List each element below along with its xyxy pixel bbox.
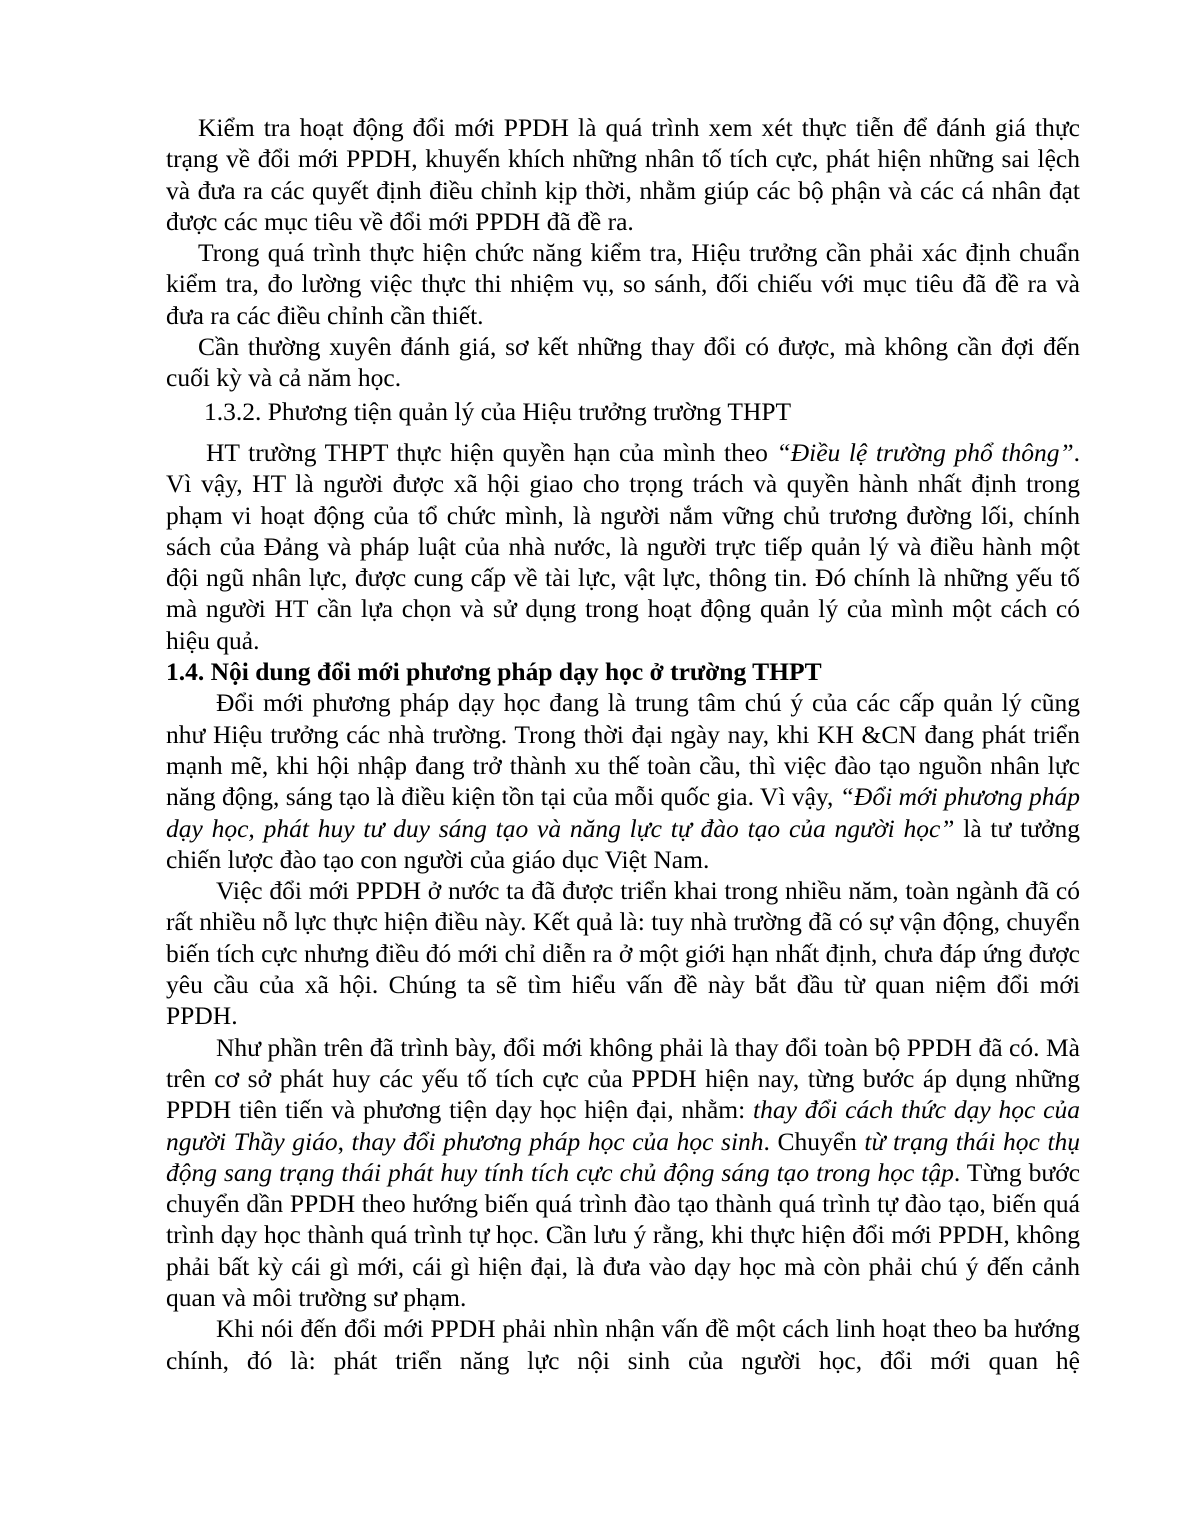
paragraph-nhu-phan-tren-italic-3: từ trạng thái học thụ động sang trạng thái phát huy tính tích cực chủ động sáng tạo trong học tập (166, 1126, 1081, 1187)
paragraph-doi-moi (166, 687, 1080, 875)
paragraph-danh-gia: Cần thường xuyên đánh giá, sơ kết những thay đổi có được, mà không cần đợi đến cuối kỳ và cả năm học. (166, 332, 1080, 393)
paragraph-kiem-tra: Kiểm tra hoạt động đổi mới PPDH là quá trình xem xét thực tiễn để đánh giá thực trạng về đổi mới PPDH, khuyến khích những nhân tố tích cực, phát hiện những sai lệch và đưa ra các quyết định điều chỉnh kịp thời, nhằm giúp các bộ phận và các cá nhân đạt được các mục tiêu về đổi mới PPDH đã đề ra. (166, 113, 1080, 236)
paragraph-nhu-phan-tren-text-b: , (337, 1126, 352, 1156)
paragraph-viec-doi-moi: Việc đổi mới PPDH ở nước ta đã được triển khai trong nhiều năm, toàn ngành đã có rất nhiều nỗ lực thực hiện điều này. Kết quả là: tuy nhà trường đã có sự vận động, chuyển biến tích cực nhưng điều đó mới chỉ diễn ra ở một giới hạn nhất định, chưa đáp ứng được yêu cầu của xã hội. Chúng ta sẽ tìm hiểu vấn đề này bắt đầu từ quan niệm đổi mới PPDH. (166, 876, 1080, 1031)
paragraph-phuong-tien-italic: “Điều lệ trường phổ thông” (776, 437, 1074, 467)
paragraph-doi-moi-text-a: Đổi mới phương pháp dạy học đang là trung tâm chú ý của các cấp quản lý cũng như Hiệu trưởng các nhà trường. Trong thời đại ngày nay, khi KH &CN đang phát triển mạnh mẽ, khi hội nhập đang trở thành xu thế toàn cầu, thì việc đào tạo nguồn nhân lực năng động, sáng tạo là điều kiện tồn tại của mỗi quốc gia. Vì vậy, (166, 688, 1080, 812)
paragraph-nhu-phan-tren-italic-2: thay đổi phương pháp học của học sinh (351, 1126, 764, 1156)
paragraph-phuong-tien-text-a: HT trường THPT thực hiện quyền hạn của mình theo (206, 437, 777, 467)
paragraph-nhu-phan-tren-italic-1: thay đổi cách thức dạy học của người Thầy giáo (166, 1095, 1080, 1156)
paragraph-doi-moi-italic: “Đổi mới phương pháp dạy học, phát huy tư duy sáng tạo và năng lực tự đào tạo của người học” (166, 782, 1080, 843)
paragraph-nhu-phan-tren-text-a: Như phần trên đã trình bày, đổi mới không phải là thay đổi toàn bộ PPDH đã có. Mà trên cơ sở phát huy các yếu tố tích cực của PPDH hiện nay, từng bước áp dụng những PPDH tiên tiến và phương tiện dạy học hiện đại, nhằm: (166, 1032, 1080, 1125)
paragraph-nhu-phan-tren (166, 1032, 1080, 1314)
heading-1-4: 1.4. Nội dung đổi mới phương pháp dạy học ở trường THPT (166, 657, 822, 687)
paragraph-nhu-phan-tren-text-d: . Từng bước chuyển dần PPDH theo hướng biến quá trình đào tạo thành quá trình tự đào tạo, biến quá trình dạy học thành quá trình tự học. Cần lưu ý rằng, khi thực hiện đổi mới PPDH, không phải bất kỳ cái gì mới, cái gì hiện đại, là đưa vào dạy học mà còn phải chú ý đến cảnh quan và môi trường sư phạm. (166, 1157, 1081, 1312)
paragraph-phuong-tien (166, 437, 1080, 656)
paragraph-phuong-tien-text-b: . Vì vậy, HT là người được xã hội giao cho trọng trách và quyền hành nhất định trong phạm vi hoạt động của tổ chức mình, là người nắm vững chủ trương đường lối, chính sách của Đảng và pháp luật của nhà nước, là người trực tiếp quản lý và điều hành một đội ngũ nhân lực, được cung cấp về tài lực, vật lực, thông tin. Đó chính là những yếu tố mà người HT cần lựa chọn và sử dụng trong hoạt động quản lý của mình một cách có hiệu quả. (166, 437, 1081, 655)
paragraph-khi-noi-den: Khi nói đến đổi mới PPDH phải nhìn nhận vấn đề một cách linh hoạt theo ba hướng chính, đó là: phát triển năng lực nội sinh của người học, đổi mới quan hệ (166, 1314, 1080, 1375)
paragraph-chuc-nang-kiem-tra: Trong quá trình thực hiện chức năng kiểm tra, Hiệu trưởng cần phải xác định chuẩn kiểm tra, đo lường việc thực thi nhiệm vụ, so sánh, đối chiếu với mục tiêu đã đề ra và đưa ra các điều chỉnh cần thiết. (166, 238, 1080, 330)
paragraph-nhu-phan-tren-text-c: . Chuyển (763, 1126, 865, 1156)
document-page (166, 112, 1080, 1376)
subheading-1-3-2: 1.3.2. Phương tiện quản lý của Hiệu trưởng trường THPT (204, 396, 792, 426)
paragraph-doi-moi-text-b: là tư tưởng chiến lược đào tạo con người của giáo dục Việt Nam. (166, 813, 1081, 874)
